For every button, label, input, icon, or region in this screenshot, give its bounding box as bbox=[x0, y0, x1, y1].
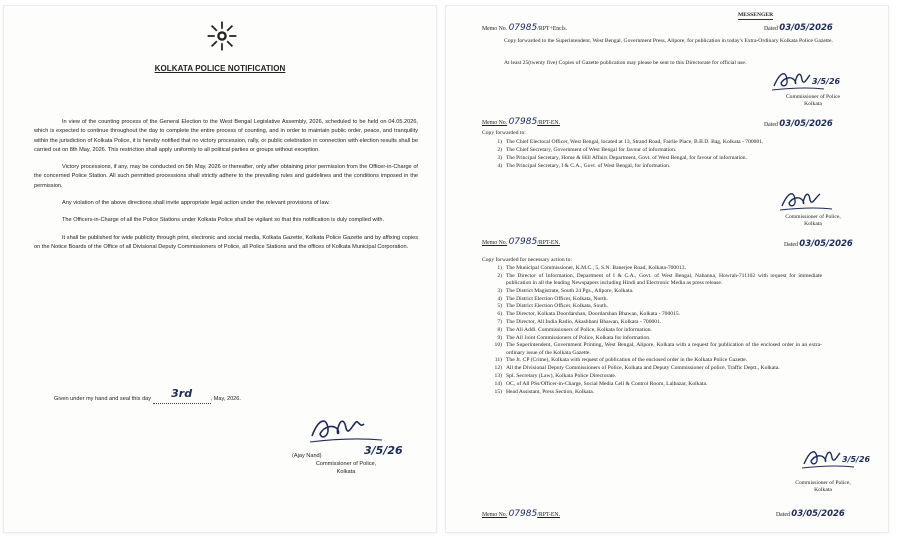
item-number: 5) bbox=[497, 303, 502, 310]
paragraph-victory-processions: Victory processions, if any, may be conducted on 5th May, 2026 or thereafter, only after obtaining prior permission from the Officer-in-Charge of the concerned Police Station. All such permitted processions shall strictly adhere to the prevailing rules and guidelines and the conditions imposed in the permission. bbox=[34, 164, 418, 189]
commissioner-signature bbox=[304, 406, 403, 458]
signature-block3 bbox=[798, 442, 871, 478]
memo-prefix: Memo No. bbox=[482, 512, 508, 518]
item-number: 4) bbox=[497, 163, 502, 169]
given-suffix: , May, 2026. bbox=[210, 396, 241, 402]
item-text: The All Addl. Commissioners of Police, Kolkata for information. bbox=[506, 326, 652, 333]
list-item bbox=[482, 273, 822, 287]
memo-number: 07985 bbox=[508, 117, 538, 127]
given-under-hand-line bbox=[54, 387, 241, 404]
paragraph-officers: The Officers-in-Charge of all the Police Stations under Kolkata Police shall be vigilant so that this notification is duly complied with. bbox=[62, 217, 385, 224]
signature-date-left: 3/5/26 bbox=[364, 444, 403, 457]
item-text: All the Divisional Deputy Commissioners of Police, Kolkata and Deputy Commissioner of police, Traffic Deptt., Kolkata. bbox=[506, 365, 780, 372]
list-item bbox=[482, 389, 822, 396]
memo-suffix: /RPT-EN. bbox=[537, 512, 561, 518]
memo-suffix: /RPT-EN. bbox=[537, 120, 561, 126]
dated-label: Dated bbox=[776, 512, 790, 518]
signature-date-block3: 3/5/26 bbox=[842, 455, 871, 464]
paragraph-violation: Any violation of the above directions shall invite appropriate legal action under the relevant provisions of law. bbox=[62, 200, 330, 207]
list-item bbox=[482, 265, 822, 272]
list-item bbox=[482, 139, 874, 146]
item-text: The Principal Secretary, Home & Hill Affairs Department, Govt. of West Bengal, for favour of information. bbox=[506, 155, 747, 161]
item-text: The Director of Information, Department of I & C.A., Govt. of West Bengal, Nabanna, Howrah-711102 with request for immediate publication in all the leading Newspapers including Hindi and Electronic Media as press release. bbox=[506, 272, 822, 286]
item-number: 1) bbox=[497, 265, 502, 271]
block2-sign-text bbox=[758, 214, 868, 228]
item-text: The District Magistrate, South 24 Pgs., Alipore, Kolkata. bbox=[506, 287, 634, 294]
signatory-place: Kolkata bbox=[336, 469, 356, 475]
list-item bbox=[482, 155, 874, 162]
item-number: 14) bbox=[494, 380, 502, 387]
dated-label: Dated bbox=[784, 242, 798, 248]
item-number: 12) bbox=[494, 365, 502, 372]
memo-line-3 bbox=[482, 239, 560, 247]
list-item bbox=[482, 381, 822, 388]
signatory-block bbox=[286, 452, 406, 476]
item-text: The Municipal Commissioner, K.M.C., 5, S.N. Banerjee Road, Kolkata-700013. bbox=[506, 265, 686, 271]
dated-value: 03/05/2026 bbox=[779, 119, 833, 129]
list-item bbox=[482, 296, 822, 303]
item-text: The Chief Electoral Officer, West Bengal, located at 13, Strand Road, Fairlie Place, B.B.D. Bag, Kolkata - 700001. bbox=[506, 139, 764, 145]
memo-line-4 bbox=[482, 511, 560, 519]
sign-title: Commissioner of Police, bbox=[785, 214, 841, 220]
dated-line-1 bbox=[764, 25, 833, 33]
item-number: 10) bbox=[494, 342, 502, 349]
memo-prefix: Memo No. bbox=[482, 240, 508, 246]
item-number: 3) bbox=[497, 155, 502, 161]
memo-suffix: /RPT-EN. bbox=[537, 240, 561, 246]
block3-recipient-list bbox=[482, 265, 822, 396]
dated-value: 03/05/2026 bbox=[779, 23, 833, 33]
memo-prefix: Memo No. bbox=[482, 120, 508, 126]
memo-number: 07985 bbox=[508, 509, 538, 519]
list-item bbox=[482, 303, 822, 310]
list-item bbox=[482, 335, 822, 342]
item-number: 6) bbox=[497, 311, 502, 318]
memo-suffix: /RPT+Encls. bbox=[537, 26, 568, 32]
list-item bbox=[482, 147, 874, 154]
item-text: The District Election Officer, Kolkata, South. bbox=[506, 303, 608, 310]
signatory-name: (Ajay Nand) bbox=[292, 453, 322, 459]
item-number: 2) bbox=[497, 147, 502, 153]
item-number: 11) bbox=[494, 357, 502, 364]
sign-title: Commissioner of Police, bbox=[795, 480, 851, 486]
item-number: 3) bbox=[497, 287, 502, 294]
block1-para-2: At least 25(twenty five) Copies of Gazette publication may please be sent to this Directorate for official use. bbox=[504, 60, 747, 66]
item-text: The All Joint Commissioners of Police, Kolkata for information. bbox=[506, 334, 651, 341]
item-text: The Chief Secretary, Government of West Bengal for favour of information. bbox=[506, 147, 677, 153]
block2-recipient-list bbox=[482, 139, 874, 171]
sign-place: Kolkata bbox=[814, 487, 832, 494]
dated-line-4 bbox=[776, 511, 845, 519]
memo-number: 07985 bbox=[508, 23, 538, 33]
dated-value: 03/05/2026 bbox=[791, 509, 845, 519]
item-number: 13) bbox=[494, 372, 502, 379]
item-number: 4) bbox=[497, 295, 502, 302]
memo-number: 07985 bbox=[508, 237, 538, 247]
item-text: Spl. Secretary (Law), Kolkata Police Directorate. bbox=[506, 372, 617, 379]
item-text: The Jt. CP (Crime), Kolkata with request of publication of the enclosed order in the Kolkata Police Gazette. bbox=[506, 357, 748, 364]
signatory-title: Commissioner of Police, bbox=[315, 461, 377, 467]
item-number: 1) bbox=[497, 139, 502, 145]
dated-line-3 bbox=[784, 241, 853, 249]
signature-date-block1: 3/5/26 bbox=[812, 77, 841, 86]
notification-title: KOLKATA POLICE NOTIFICATION bbox=[154, 64, 286, 73]
sign-title: Commissioner of Police bbox=[785, 94, 841, 100]
item-text: The District Election Officer, Kolkata, North. bbox=[506, 295, 608, 302]
block1-sign-text bbox=[758, 94, 868, 108]
block2-copy-to: Copy forwarded to: bbox=[482, 130, 526, 136]
item-number: 7) bbox=[497, 318, 502, 325]
block3-sign-text bbox=[768, 480, 878, 494]
item-number: 2) bbox=[497, 272, 502, 279]
dated-label: Dated bbox=[764, 122, 778, 128]
item-text: The Superintendent, Government Printing, West Bengal, Alipore, Kolkata with a request for publication of the enclosed order in an extra-ordinary issue of the Kolkata Gazette. bbox=[506, 342, 822, 356]
block3-copy-to: Copy forwarded for necessary action to: bbox=[482, 257, 572, 263]
list-item bbox=[482, 163, 874, 170]
list-item bbox=[482, 365, 822, 372]
list-item bbox=[482, 327, 822, 334]
memo-prefix: Memo No. bbox=[482, 26, 508, 32]
memo-line-2 bbox=[482, 119, 560, 127]
item-text: Head Assistant, Press Section, Kolkata. bbox=[506, 388, 595, 395]
item-text: OC, of All PSs/Officer-in-Charge, Social Media Cell & Control Room, Lalbazar, Kolkata. bbox=[506, 380, 708, 387]
kolkata-police-emblem-icon bbox=[206, 20, 238, 52]
item-text: The Director, All India Radio, Akashbani Bhawan, Kolkata - 700001. bbox=[506, 318, 662, 325]
given-prefix: Given under my hand and seal this day bbox=[54, 396, 152, 402]
list-item bbox=[482, 373, 822, 380]
paragraph-counting: In view of the counting process of the General Election to the West Bengal Legislative Assembly, 2026, scheduled to be held on 04.05.2026, which is expected to continue throughout the day to complete the entire process of counting, and in order to maintain public order, peace, and tranquility within the jurisdiction of Kolkata Police, it is hereby notified that no victory procession, rally, or public celebration in connection with election results shall be carried out on 8th May, 2026. This restriction shall apply uniformly to all political parties or groups without exception. bbox=[34, 119, 418, 153]
sign-place: Kolkata bbox=[804, 221, 822, 228]
item-number: 15) bbox=[494, 388, 502, 395]
notification-page bbox=[4, 6, 436, 532]
dated-value: 03/05/2026 bbox=[799, 239, 853, 249]
paragraph-publicity: It shall be published for wide publicity through print, electronic and social media, Kolkata Gazette, Kolkata Police Gazette and by affixing copies on the Notice Boards of the Office of all Divisional Deputy Commissioners of Police, all Police Stations and the offices of Kolkata Municipal Corporation. bbox=[34, 234, 418, 250]
list-item bbox=[482, 288, 822, 295]
list-item bbox=[482, 319, 822, 326]
given-day: 3rd bbox=[171, 387, 193, 400]
memo-line-1 bbox=[482, 25, 567, 33]
messenger-header: MESSENGER bbox=[738, 12, 773, 20]
item-number: 8) bbox=[497, 326, 502, 333]
list-item bbox=[482, 357, 822, 364]
dated-label: Dated bbox=[764, 26, 778, 32]
list-item bbox=[482, 311, 822, 318]
sign-place: Kolkata bbox=[804, 101, 822, 108]
item-text: The Principal Secretary, I & C.A., Govt. of West Bengal, for information. bbox=[506, 163, 671, 169]
dated-line-2 bbox=[764, 121, 833, 129]
item-number: 9) bbox=[497, 334, 502, 341]
list-item bbox=[482, 342, 822, 356]
memo-page bbox=[446, 6, 888, 532]
block1-para-1: Copy forwarded to the Superintendent, West Bengal, Government Press, Alipore, for publication in today's Extra-Ordinary Kolkata Police Gazette. bbox=[504, 38, 833, 44]
notification-body bbox=[34, 118, 418, 260]
item-text: The Director, Kolkata Doordarshan, Doordarshan Bhawan, Kolkata - 700015. bbox=[506, 311, 681, 318]
